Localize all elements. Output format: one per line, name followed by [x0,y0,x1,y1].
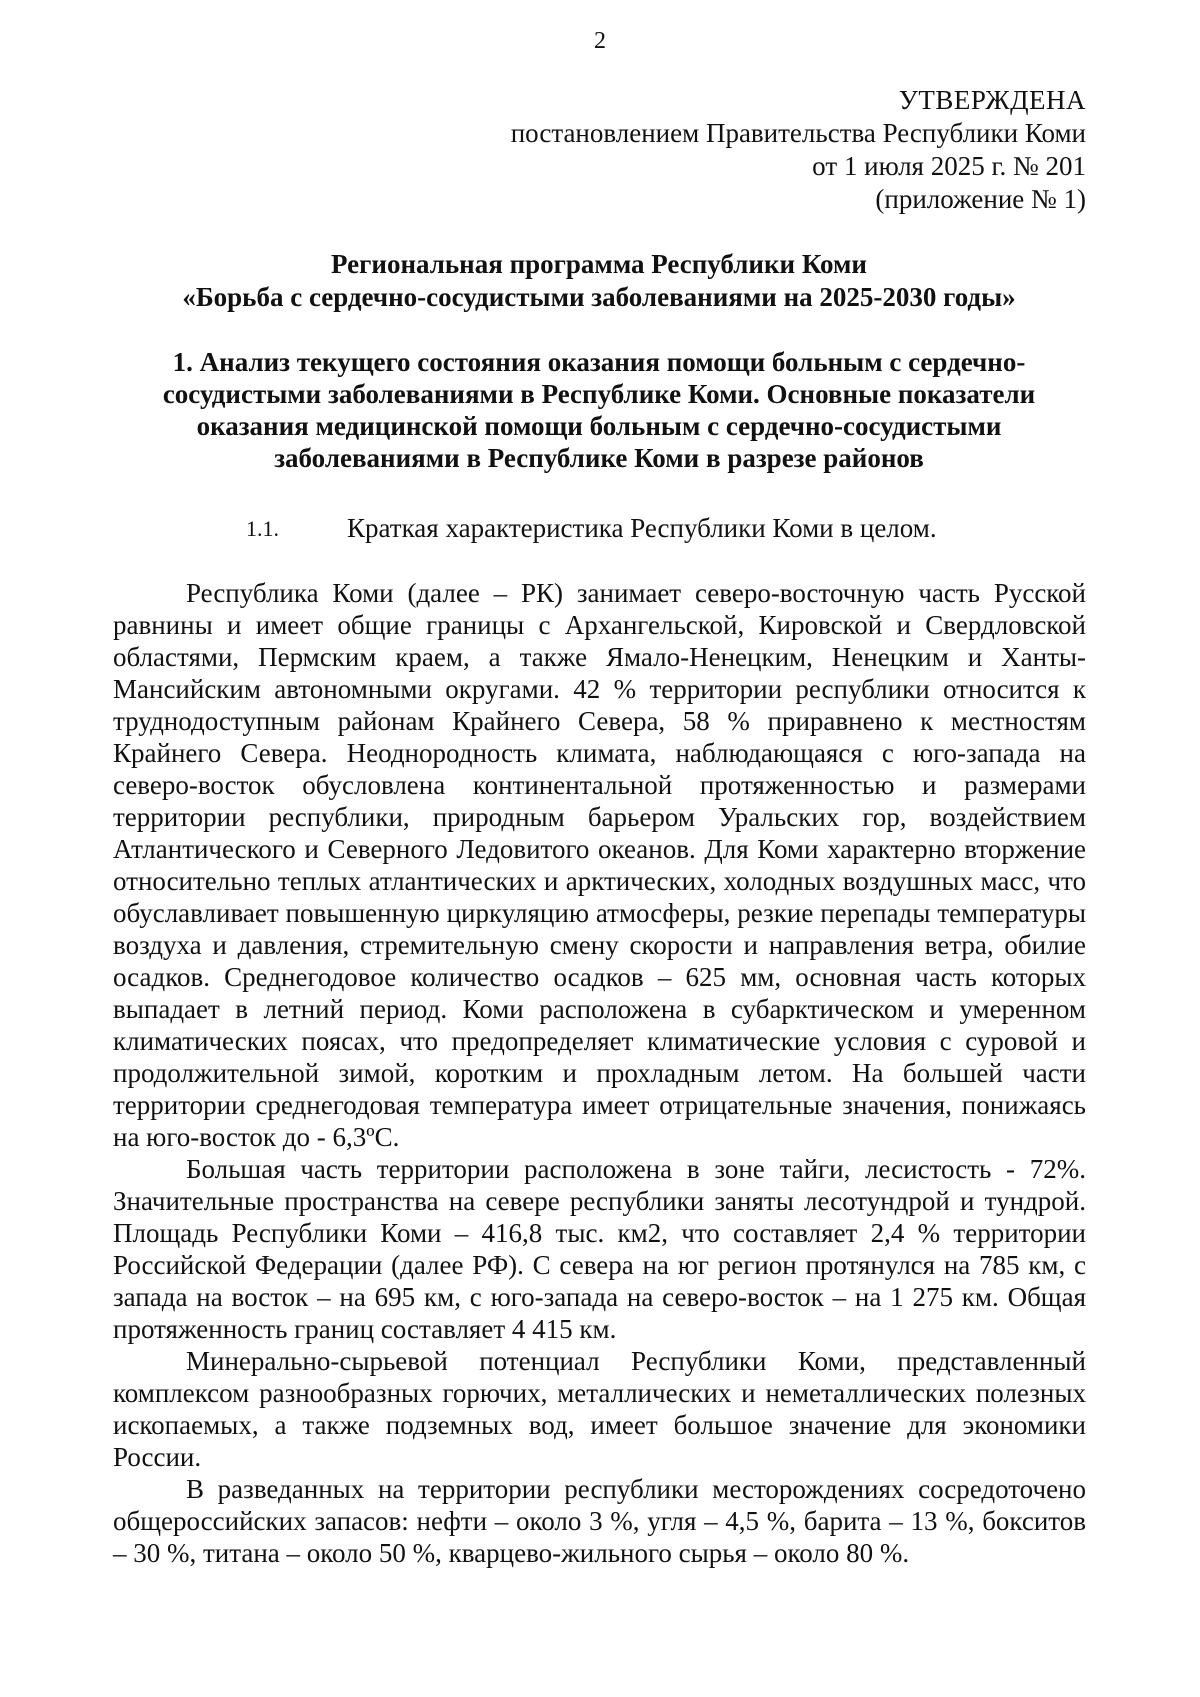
paragraph: Большая часть территории расположена в зоне тайги, лесистость - 72%. Значительные пространства на севере республики заняты лесотундрой и тундрой. Площадь Республики Коми – 416,8 тыс. км2, что составляет 2,4 % территории Российской Федерации (далее РФ). С севера на юг регион протянулся на 785 км, с запада на восток – на 695 км, с юго-запада на северо-восток – на 1 275 км. Общая протяженность границ составляет 4 415 км. [113,1154,1086,1344]
subsection-number: 1.1. [246,516,279,541]
section-title-line: оказания медицинской помощи больным с сердечно-сосудистыми [196,411,1002,441]
program-title-line: «Борьба с сердечно-сосудистыми заболеваниями на 2025-2030 годы» [182,282,1016,312]
approval-stamp [286,84,1086,216]
approval-heading: УТВЕРЖДЕНА [898,85,1086,115]
section-title-line: сосудистыми заболеваниями в Республике Коми. Основные показатели [162,379,1036,409]
subsection-title: Краткая характеристика Республики Коми в целом. [347,513,937,543]
paragraph: Республика Коми (далее – РК) занимает северо-восточную часть Русской равнины и имеет общие границы с Архангельской, Кировской и Свердловской областями, Пермским краем, а также Ямало-Ненецким, Ненецким и Ханты-Мансийским автономными округами. 42 % территории республики относится к труднодоступным районам Крайнего Севера, 58 % приравнено к местностям Крайнего Севера. Неоднородность климата, наблюдающаяся с юго-запада на северо-восток обусловлена континентальной протяженностью и размерами территории республики, природным барьером Уральских гор, воздействием Атлантического и Северного Ледовитого океанов. Для Коми характерно вторжение относительно теплых атлантических и арктических, холодных воздушных масс, что обуславливает повышенную циркуляцию атмосферы, резкие перепады температуры воздуха и давления, стремительную смену скорости и направления ветра, обилие осадков. Среднегодовое количество осадков – 625 мм, основная часть которых выпадает в летний период. Коми расположена в субарктическом и умеренном климатических поясах, что предопределяет климатические условия с суровой и продолжительной зимой, коротким и прохладным летом. На большей части территории среднегодовая температура имеет отрицательные значения, понижаясь на юго-восток до - 6,3ºС. [113,578,1086,1152]
section-title-line: 1. Анализ текущего состояния оказания помощи больным с сердечно- [172,347,1026,377]
paragraph: Минерально-сырьевой потенциал Республики Коми, представленный комплексом разнообразных горючих, металлических и неметаллических полезных ископаемых, а также подземных вод, имеет большое значение для экономики России. [113,1346,1086,1472]
approval-date-number: от 1 июля 2025 г. № 201 [812,151,1086,181]
body-text [113,577,1086,1569]
program-title-line: Региональная программа Республики Коми [331,249,867,279]
section-title [114,346,1084,474]
approval-appendix: (приложение № 1) [875,184,1086,214]
program-title [114,248,1084,314]
section-title-line: заболеваниями в Республике Коми в разрезе районов [274,443,924,473]
page-number: 2 [594,28,606,54]
paragraph: В разведанных на территории республики месторождениях сосредоточено общероссийских запасов: нефти – около 3 %, угля – 4,5 %, барита – 13 %, бокситов – 30 %, титана – около 50 %, кварцево-жильного сырья – около 80 %. [113,1474,1086,1568]
approval-resolution: постановлением Правительства Республики Коми [510,118,1086,148]
